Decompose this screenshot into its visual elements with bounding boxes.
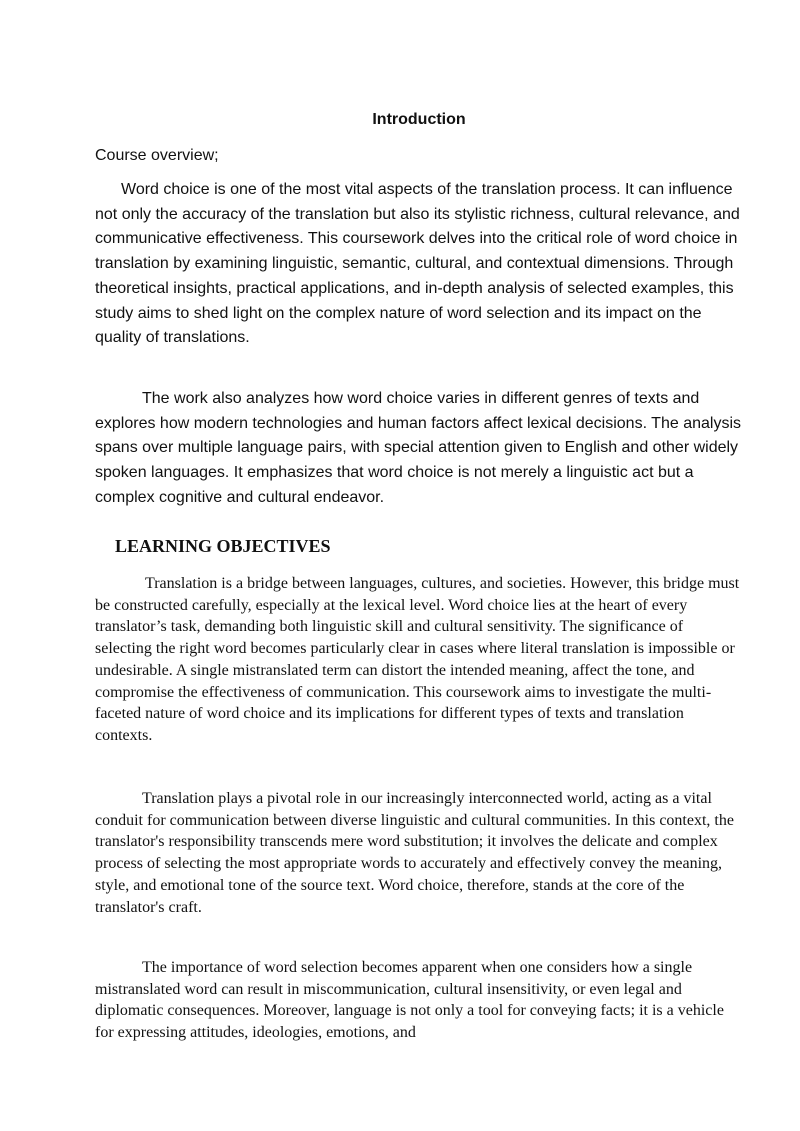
course-overview-label: Course overview; [95, 147, 219, 164]
body-paragraph-2: Translation plays a pivotal role in our increasingly interconnected world, acting as a vital conduit for communication between diverse linguistic and cultural communities. In this context, the translator's responsibility transcends mere word substitution; it involves the delicate and complex process of selecting the most appropriate words to accurately and effectively convey the meaning, style, and emotional tone of the source text. Word choice, therefore, stands at the core of the translator's craft. [95, 790, 734, 916]
intro-paragraph-1: Word choice is one of the most vital aspects of the translation process. It can influence not only the accuracy of the translation but also its stylistic richness, cultural relevance, and communicative effectiveness. This coursework delves into the critical role of word choice in translation by examining linguistic, semantic, cultural, and contextual dimensions. Through theoretical insights, practical applications, and in-depth analysis of selected examples, this study aims to shed light on the complex nature of word selection and its impact on the quality of translations. [95, 181, 740, 347]
body-paragraph-3: The importance of word selection becomes apparent when one considers how a single mistranslated word can result in miscommunication, cultural insensitivity, or even legal and diplomatic consequences. Moreover, language is not only a tool for conveying facts; it is a vehicle for expressing attitudes, ideologies, emotions, and [95, 959, 724, 1042]
section-heading-learning-objectives: LEARNING OBJECTIVES [115, 536, 331, 556]
body-paragraph-1: Translation is a bridge between languages, cultures, and societies. However, this bridge must be constructed carefully, especially at the lexical level. Word choice lies at the heart of every translator’s task, demanding both linguistic skill and cultural sensitivity. The significance of selecting the right word becomes particularly clear in cases where literal translation is impossible or undesirable. A single mistranslated term can distort the intended meaning, affect the tone, and compromise the effectiveness of communication. This coursework aims to investigate the multi-faceted nature of word choice and its implications for different types of texts and translation contexts. [95, 575, 740, 744]
intro-paragraph-2: The work also analyzes how word choice varies in different genres of texts and explores how modern technologies and human factors affect lexical decisions. The analysis spans over multiple language pairs, with special attention given to English and other widely spoken languages. It emphasizes that word choice is not merely a linguistic act but a complex cognitive and cultural endeavor. [95, 390, 741, 506]
page-title: Introduction [372, 111, 466, 128]
